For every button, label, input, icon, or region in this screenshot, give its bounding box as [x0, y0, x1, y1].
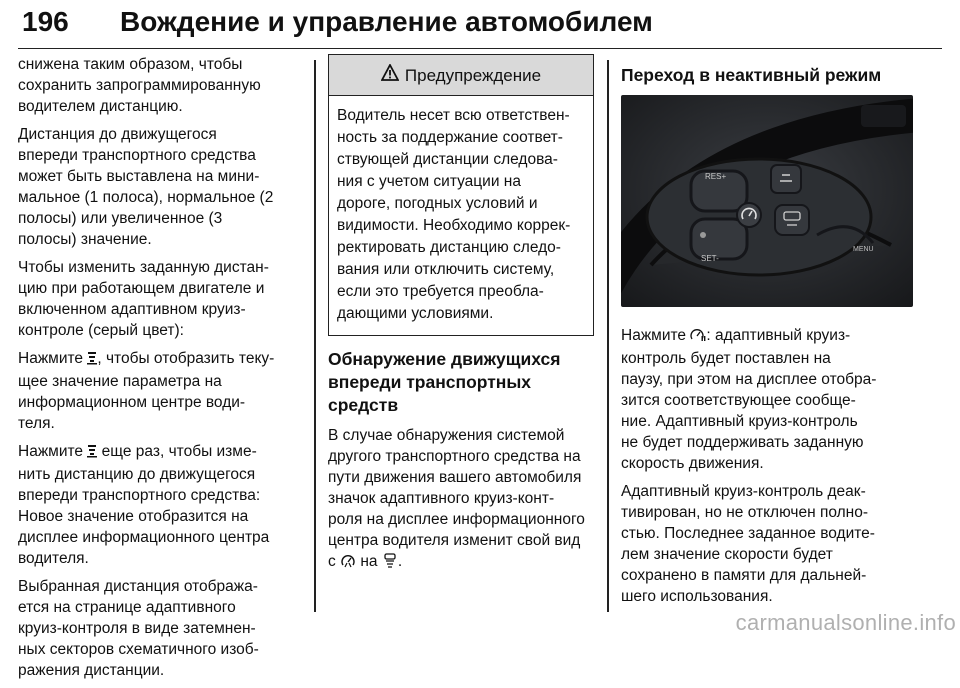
text-run: В случае обнаружения системой другого транспортного средства на пути движения вашего автомобиля значок адаптивного круиз-конт- роля на дисплее информационного центра водителя изменит свой вид с — [328, 427, 585, 570]
warning-triangle-icon — [381, 64, 399, 86]
column-divider — [314, 60, 316, 612]
warning-box — [328, 54, 594, 336]
steering-wheel-photo — [621, 95, 913, 307]
paragraph — [328, 425, 594, 574]
set-label: SET- — [701, 254, 719, 263]
column-right — [621, 54, 941, 614]
acc-vehicle-detected-icon — [382, 553, 398, 574]
watermark: carmanualsonline.info — [735, 610, 956, 635]
res-label: RES+ — [705, 172, 727, 181]
menu-label: MENU — [853, 246, 874, 253]
warning-text: Водитель несет всю ответствен- ность за поддержание соответ- ствующей дистанции следова- ния с учетом ситуации на дороге, погодных условий и видимости. Необходимо коррек- ректировать дистанцию следо- вания или отключить систему, если это требуется преобла- дающими условиями. — [337, 107, 571, 322]
paragraph: Дистанция до движущегося впереди транспортного средства может быть выставлена на мини- мальное (1 полоса), нормальное (2 полосы) или увеличенное (3 полосы) значение. — [18, 126, 274, 248]
paragraph — [18, 441, 302, 569]
paragraph: снижена таким образом, чтобы сохранить запрограммированную водителем дистанцию. — [18, 56, 261, 115]
text-run: Нажмите — [621, 327, 691, 344]
page-header — [18, 4, 942, 49]
cruise-pause-icon — [690, 327, 706, 348]
warning-title: Предупреждение — [404, 65, 542, 85]
acc-icon — [340, 553, 356, 574]
column-middle — [328, 54, 594, 581]
distance-setting-icon — [87, 350, 97, 371]
warning-header — [329, 55, 593, 96]
text-run: : адаптивный круиз- контроль будет поставлен на паузу, при этом на дисплее отобра- зится соответствующее сообще- ние. Адаптивный круиз-контроль не будет поддерживать заданную скорость движения. — [621, 327, 877, 472]
paragraph — [18, 348, 302, 434]
paragraph: Адаптивный круиз-контроль деак- тивирован, но не отключен полно- стью. Последнее заданное водите- лем значение скорости будет сохранено в памяти для дальней- шего использования. — [621, 483, 875, 605]
text-run: Нажмите — [18, 350, 88, 367]
column-divider — [607, 60, 609, 612]
paragraph: Чтобы изменить заданную дистан- цию при работающем двигателе и включенном адаптивном круиз- контроле (серый цвет): — [18, 259, 269, 339]
text-run: . — [397, 553, 403, 570]
section-heading: Обнаружение движущихся впереди транспортных средств — [328, 349, 561, 415]
section-heading: Переход в неактивный режим — [621, 65, 882, 85]
column-left — [18, 54, 302, 688]
text-run: , чтобы отобразить теку- щее значение параметра на информационном центре води- теля. — [18, 350, 275, 432]
distance-setting-icon — [87, 443, 97, 464]
page-number: 196 — [22, 6, 69, 37]
text-run: еще раз, чтобы изме- нить дистанцию до движущегося впереди транспортного средства: Новое значение отобразится на дисплее информационного центра водителя. — [18, 443, 270, 567]
text-run: Нажмите — [18, 443, 88, 460]
text-run: на — [356, 553, 382, 570]
paragraph — [621, 325, 941, 474]
paragraph: Выбранная дистанция отобража- ется на странице адаптивного круиз-контроля в виде затемнен- ных секторов схематичного изоб- ражения дистанции. — [18, 578, 259, 679]
page-title: Вождение и управление автомобилем — [120, 6, 653, 37]
